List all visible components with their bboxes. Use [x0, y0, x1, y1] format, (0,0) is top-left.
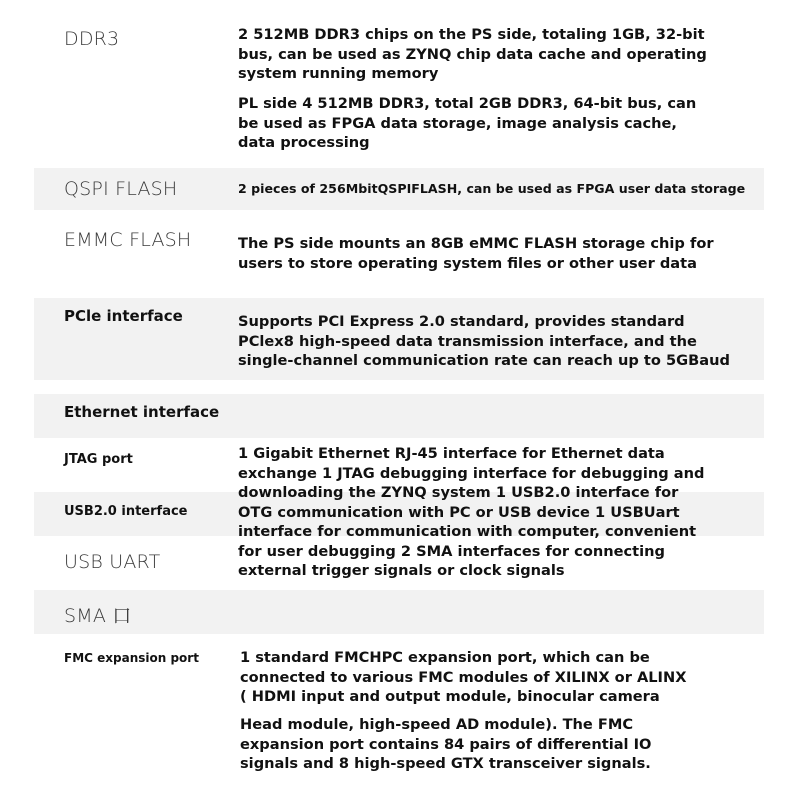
- interfaces-combined-desc: 1 Gigabit Ethernet RJ-45 interface for Ethernet data exchange 1 JTAG debugging interface for debugging and downloading the ZYNQ system 1 USB2.0 interface for OTG communication with PC or USB device 1 USBUart interface for communication with computer, convenient for user debugging 2 SMA interfaces for connecting external trigger signals or clock signals: [238, 445, 705, 579]
- emmc-desc: The PS side mounts an 8GB eMMC FLASH storage chip for users to store operating system files or other user data: [238, 235, 714, 272]
- fmc-desc-2: Head module, high-speed AD module). The FMC expansion port contains 84 pairs of differential IO signals and 8 high-speed GTX transceiver signals.: [240, 716, 652, 772]
- sma-label: SMA 口: [64, 605, 132, 627]
- ddr3-label: DDR3: [64, 28, 120, 50]
- row-band-sma: [34, 590, 764, 634]
- ethernet-label: Ethernet interface: [64, 403, 220, 421]
- ddr3-desc-ps: 2 512MB DDR3 chips on the PS side, totaling 1GB, 32-bit bus, can be used as ZYNQ chip data cache and operating system running memory: [238, 26, 707, 82]
- usbuart-label: USB UART: [64, 551, 161, 573]
- pcie-desc: Supports PCI Express 2.0 standard, provides standard PClex8 high-speed data transmission interface, and the single-channel communication rate can reach up to 5GBaud: [238, 313, 730, 369]
- qspi-label: QSPI FLASH: [64, 178, 178, 200]
- usb2-label: USB2.0 interface: [64, 504, 188, 519]
- emmc-label: EMMC FLASH: [64, 229, 192, 251]
- qspi-desc: 2 pieces of 256MbitQSPIFLASH, can be used as FPGA user data storage: [238, 181, 746, 196]
- fmc-desc-1: 1 standard FMCHPC expansion port, which can be connected to various FMC modules of XILINX or ALINX ( HDMI input and output module, binocular camera: [240, 649, 687, 705]
- ddr3-desc-pl: PL side 4 512MB DDR3, total 2GB DDR3, 64-bit bus, can be used as FPGA data storage, image analysis cache, data processing: [238, 95, 697, 151]
- fmc-label: FMC expansion port: [64, 651, 199, 665]
- pcie-label: PCle interface: [64, 307, 183, 325]
- jtag-label: JTAG port: [64, 452, 133, 467]
